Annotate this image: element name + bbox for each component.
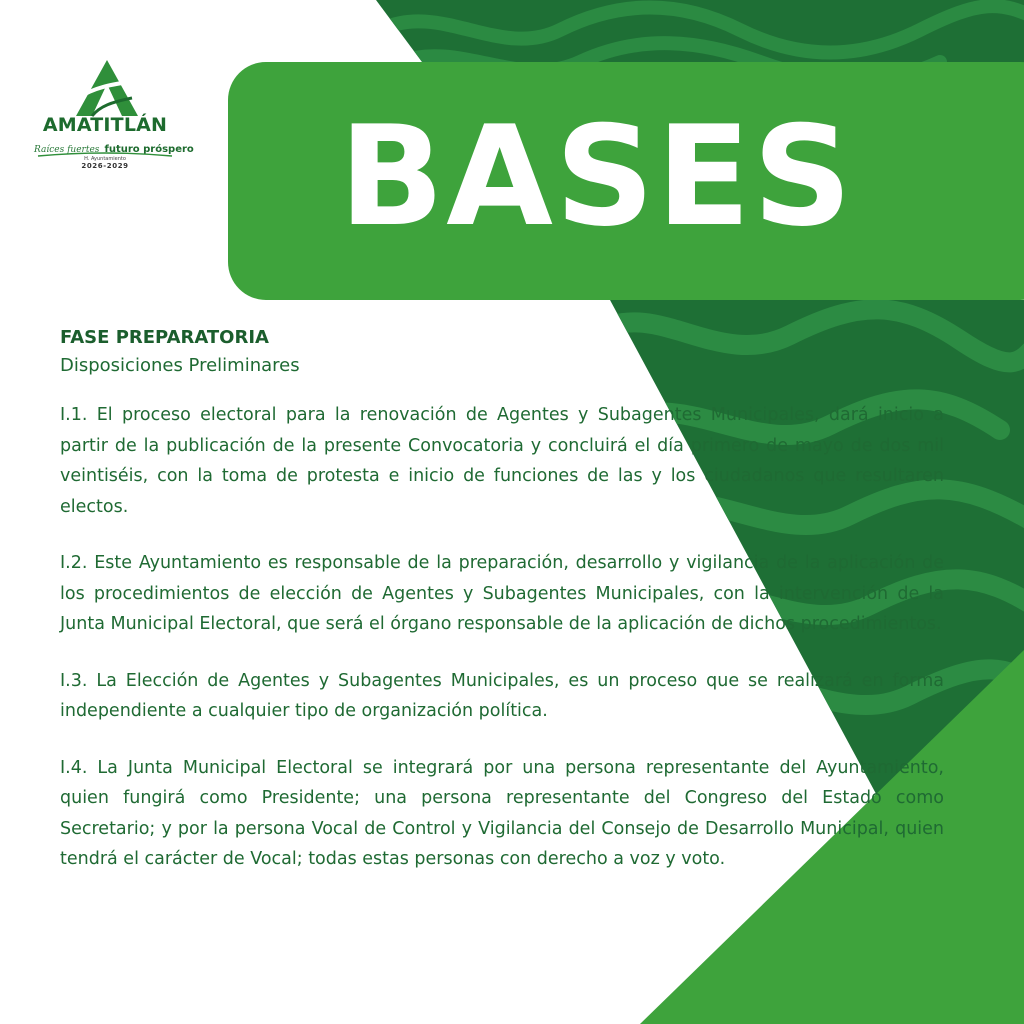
document-body (60, 324, 944, 901)
logo-years: 2026-2029 (81, 162, 129, 170)
clause-i4: I.4. La Junta Municipal Electoral se integrará por una persona representante del Ayuntamiento, quien fungirá como Presidente; una persona representante del Congreso del Estado como Secretario; y por la persona Vocal de Control y Vigilancia del Consejo de Desarrollo Municipal, quien tendrá el carácter de Vocal; todas estas personas con derecho a voz y voto. (60, 757, 944, 869)
amatitlan-logo (30, 58, 194, 173)
section-title: FASE PREPARATORIA (60, 327, 269, 348)
clause-i1: I.1. El proceso electoral para la renovación de Agentes y Subagentes Municipales, dará inicio a partir de la publicación de la presente Convocatoria y concluirá el día primero de mayo de dos mil veintiséis, con la toma de protesta e inicio de funciones de las y los ciudadanos que resultaren electos. (60, 405, 944, 517)
logo-slogan-bold: futuro próspero (104, 144, 194, 155)
banner-title: BASES (339, 96, 855, 257)
clause-i2: I.2. Este Ayuntamiento es responsable de la preparación, desarrollo y vigilancia de la aplicación de los procedimientos de elección de Agentes y Subagentes Municipales, con la intervención de la Junta Municipal Electoral, que será el órgano responsable de la aplicación de dichos procedimientos. (60, 553, 944, 634)
letter-a-road-icon (72, 58, 142, 118)
logo-ayuntamiento: H. Ayuntamiento (84, 156, 126, 162)
logo-slogan-script: Raíces fuertes (34, 145, 100, 155)
clause-i3: I.3. La Elección de Agentes y Subagentes Municipales, es un proceso que se realizará en forma independiente a cualquier tipo de organización política. (60, 670, 944, 721)
section-subtitle: Disposiciones Preliminares (60, 355, 300, 376)
logo-name: AMATITLÁN (42, 114, 168, 136)
